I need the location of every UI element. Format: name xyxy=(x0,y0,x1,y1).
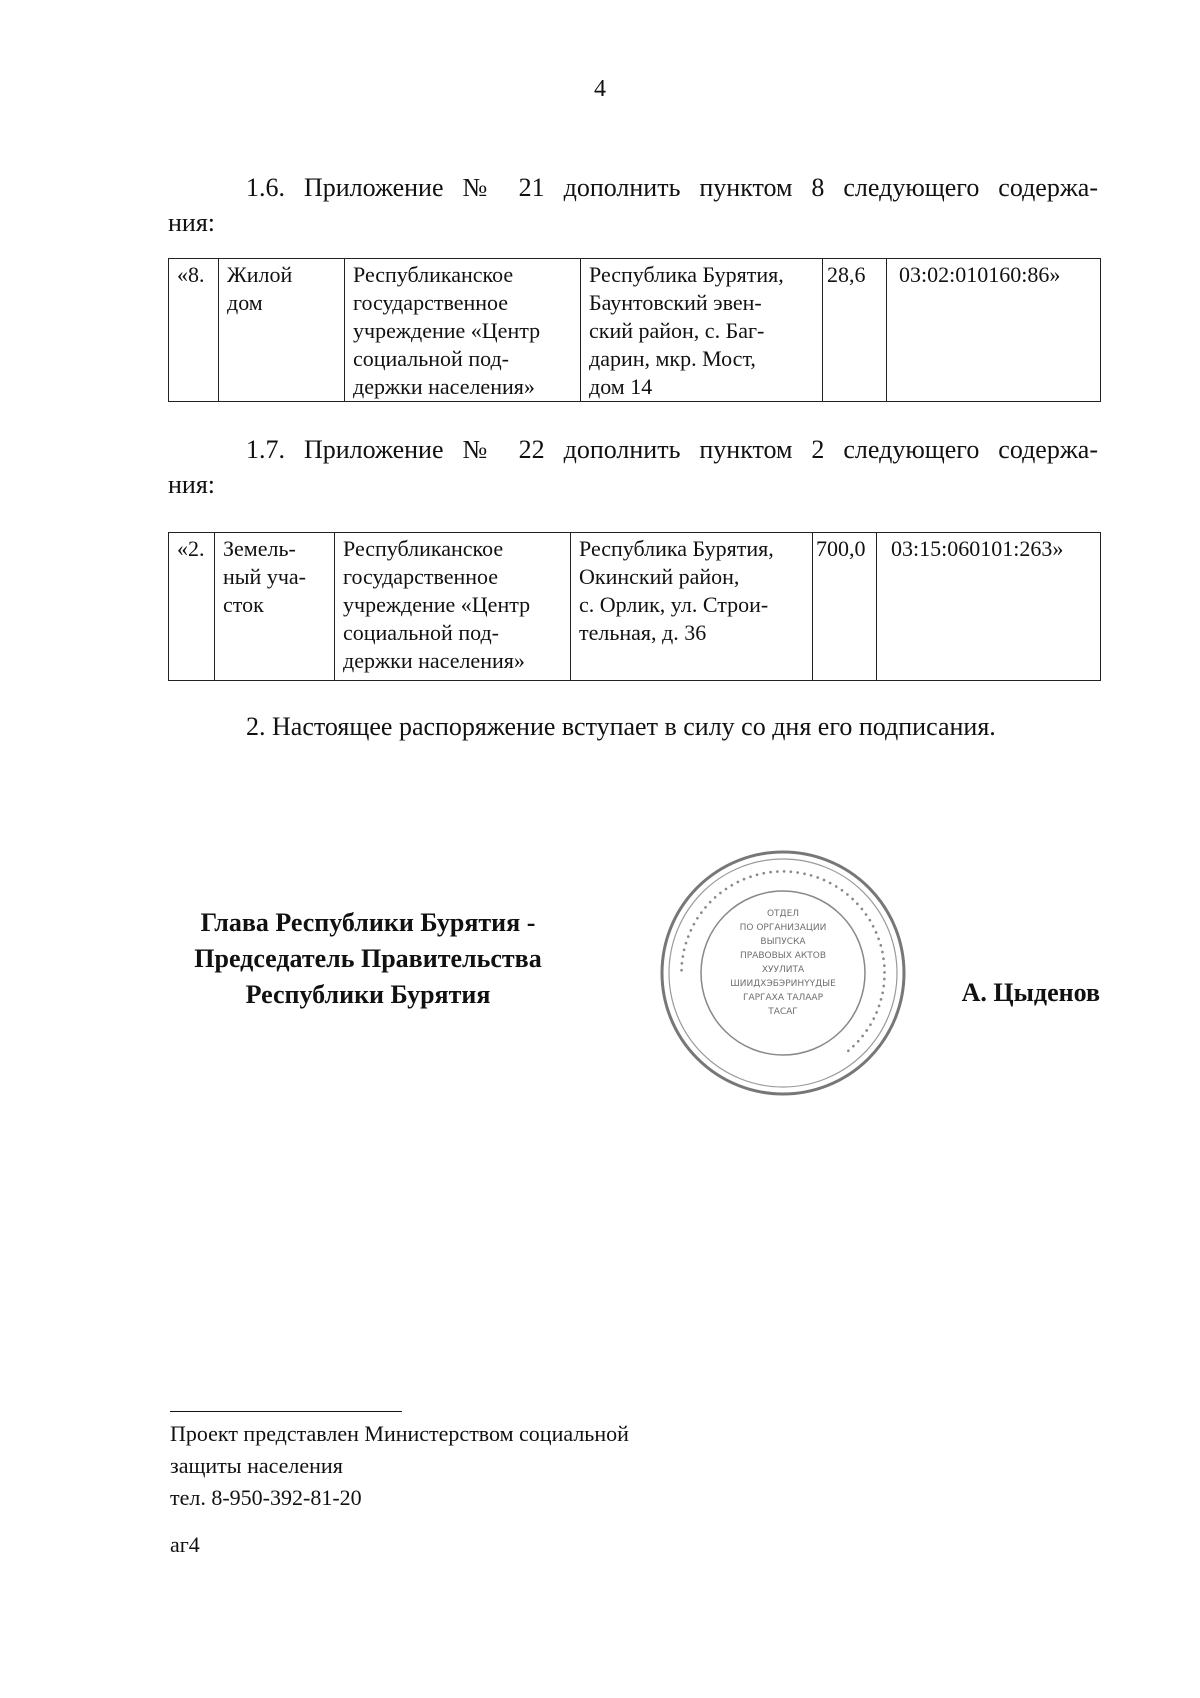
footnote-line: Проект представлен Министерством социальной xyxy=(170,1421,629,1446)
cell-line: ский район, с. Баг- xyxy=(589,318,765,343)
seal-text-line: ГАРГАХА ТАЛААР xyxy=(742,993,824,1003)
document-code: аг4 xyxy=(170,1532,200,1557)
paragraph-1-7 xyxy=(168,432,1098,502)
table-row xyxy=(169,259,1101,402)
cell-cadastral-number: 03:15:060101:263» xyxy=(877,533,1101,681)
cell-line: Жилой xyxy=(227,262,293,287)
cell-object-type xyxy=(219,259,345,402)
seal-text-line: ОТДЕЛ xyxy=(766,909,800,919)
cell-line: держки населения» xyxy=(353,374,535,399)
cell-number: «2. xyxy=(169,533,215,681)
cell-line: Республика Бурятия, xyxy=(579,536,774,561)
signatory-title-line: Председатель Правительства xyxy=(194,944,542,973)
paragraph-1-7-line1: 1.7. Приложение № 22 дополнить пунктом 2 следующего содержа- xyxy=(246,435,1098,464)
svg-text:••••••••••••••••••••••••••••••: •••••••••••••••••••••••••••••••••••••••••••••••••••••••••••• xyxy=(676,866,890,1057)
table-appendix-22 xyxy=(168,532,1101,681)
signatory-name: А. Цыденов xyxy=(961,978,1100,1007)
cell-area: 700,0 xyxy=(813,533,877,681)
seal-text-line: ПО ОРГАНИЗАЦИИ xyxy=(739,923,827,933)
signatory-title-line: Республики Бурятия xyxy=(245,980,491,1009)
paragraph-1-6-line2: ния: xyxy=(168,208,216,237)
cell-line: Баунтовский эвен- xyxy=(589,290,762,315)
cell-line: учреждение «Центр xyxy=(353,318,541,343)
cell-line: сток xyxy=(223,592,264,617)
cell-line: с. Орлик, ул. Строи- xyxy=(579,592,769,617)
seal-text-line: ТАСАГ xyxy=(768,1007,798,1017)
paragraph-1-6 xyxy=(168,170,1098,240)
cell-line: Республиканское xyxy=(343,536,504,561)
cell-line: государственное xyxy=(343,564,499,589)
cell-line: дом xyxy=(227,290,263,315)
cell-address xyxy=(581,259,823,402)
footnote xyxy=(170,1418,629,1514)
footnote-line: защиты населения xyxy=(170,1453,343,1478)
signatory-title xyxy=(168,905,568,1013)
table-row xyxy=(169,533,1101,681)
cell-holder xyxy=(345,259,581,402)
official-seal-icon xyxy=(658,848,908,1098)
seal-text-line: ВЫПУСКА xyxy=(760,937,806,947)
signatory-title-line: Глава Республики Бурятия - xyxy=(200,908,536,937)
footnote-divider xyxy=(170,1411,402,1412)
cell-line: дарин, мкр. Мост, xyxy=(589,346,756,371)
seal-text-line: ШИИДХЭБЭРИНҮҮДЫЕ xyxy=(730,979,836,989)
cell-object-type xyxy=(215,533,335,681)
cell-line: Окинский район, xyxy=(579,564,740,589)
cell-line: социальной под- xyxy=(353,346,509,371)
cell-holder xyxy=(335,533,571,681)
cell-line: дом 14 xyxy=(589,374,653,399)
cell-line: ный уча- xyxy=(223,564,306,589)
cell-line: держки населения» xyxy=(343,648,525,673)
cell-line: Республика Бурятия, xyxy=(589,262,784,287)
cell-number: «8. xyxy=(169,259,219,402)
cell-line: государственное xyxy=(353,290,509,315)
cell-line: Республиканское xyxy=(353,262,514,287)
paragraph-1-7-line2: ния: xyxy=(168,470,216,499)
seal-text-line: ХУУЛИТА xyxy=(761,965,805,975)
cell-line: социальной под- xyxy=(343,620,499,645)
cell-address xyxy=(571,533,813,681)
cell-cadastral-number: 03:02:010160:86» xyxy=(887,259,1101,402)
page-number: 4 xyxy=(594,76,606,102)
paragraph-1-6-line1: 1.6. Приложение № 21 дополнить пунктом 8 следующего содержа- xyxy=(246,173,1098,202)
cell-area: 28,6 xyxy=(823,259,887,402)
table-appendix-21 xyxy=(168,258,1101,402)
cell-line: тельная, д. 36 xyxy=(579,620,707,645)
seal-text-line: ПРАВОВЫХ АКТОВ xyxy=(739,951,827,961)
footnote-line: тел. 8-950-392-81-20 xyxy=(170,1485,362,1510)
cell-line: учреждение «Центр xyxy=(343,592,531,617)
clause-2: 2. Настоящее распоряжение вступает в силу со дня его подписания. xyxy=(246,712,996,741)
cell-line: Земель- xyxy=(223,536,296,561)
